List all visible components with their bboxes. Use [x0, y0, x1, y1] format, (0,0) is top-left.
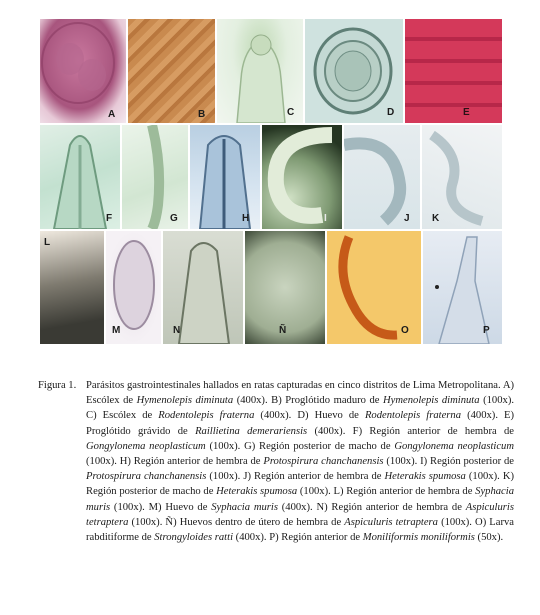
species-name: Heterakis spumosa: [216, 486, 298, 498]
species-name: Protospirura chanchanensis: [263, 456, 384, 468]
panel-letter: E: [463, 107, 470, 118]
micrograph-j: [344, 125, 420, 229]
species-name: Aspiculuris tetraptera: [344, 516, 438, 528]
species-name: Hymenolepis diminuta: [136, 395, 234, 407]
caption-segment: (100x). Ñ) Huevos dentro de útero de hembra de: [128, 516, 345, 528]
species-name: Moniliformis moniliformis: [362, 532, 475, 544]
caption-segment: (400x). N) Región anterior de hembra de: [277, 501, 466, 513]
figure-label: Figura 1.: [38, 380, 77, 391]
species-name: Raillietina demerariensis: [195, 425, 308, 437]
caption-segment: (100x). C) Escólex de: [86, 395, 515, 422]
panel-letter: M: [112, 325, 121, 336]
caption-segment: (400x). F) Región anterior de hembra de: [307, 425, 514, 437]
nematode-image: [262, 125, 342, 229]
micrograph-f: [40, 125, 120, 229]
caption-segment: Parásitos gastrointestinales hallados en ratas capturadas en cinco distritos de Lima Metropolitana. A) Escólex de: [86, 380, 514, 407]
nematode-image: [190, 125, 260, 229]
panel-letter: Ñ: [279, 325, 287, 336]
micrograph-a: [40, 19, 126, 123]
caption-text: [86, 378, 514, 545]
caption-segment: (100x). H) Región anterior de hembra de: [86, 456, 264, 468]
panel-letter: A: [108, 109, 116, 120]
caption-segment: (400x). B) Proglótido maduro de: [233, 395, 384, 407]
caption-segment: (100x). L) Región anterior de hembra de: [297, 486, 476, 498]
micrograph-b: [128, 19, 215, 123]
caption-segment: (100x). O) Larva rabditiforme de: [86, 516, 515, 544]
micrograph-c: [217, 19, 303, 123]
panel-letter: K: [432, 213, 440, 224]
proboscis-image: [423, 231, 502, 344]
caption-segment: (100x). I) Región posterior de: [383, 456, 515, 468]
species-name: Rodentolepis fraterna: [364, 410, 462, 422]
panel-letter: D: [387, 107, 395, 118]
micrograph-d: [305, 19, 403, 123]
micrograph-k: [422, 125, 502, 229]
species-name: Gongylonema neoplasticum: [394, 440, 514, 452]
species-name: Hymenolepis diminuta: [383, 395, 480, 407]
species-name: Gongylonema neoplasticum: [86, 440, 206, 452]
panel-letter: L: [44, 237, 51, 248]
micrograph-l: [40, 231, 104, 344]
panel-letter: C: [287, 107, 295, 118]
caption-segment: (400x). P) Región anterior de: [233, 532, 363, 544]
caption-segment: (100x). J) Región anterior de hembra de: [206, 471, 385, 483]
micrograph-i: [262, 125, 342, 229]
micrograph-h: [190, 125, 260, 229]
species-name: Heterakis spumosa: [384, 471, 466, 483]
panel-letter: H: [242, 213, 250, 224]
species-name: Aspiculuris tetraptera: [86, 501, 514, 528]
panel-letter: J: [404, 213, 410, 224]
species-name: Protospirura chanchanensis: [86, 471, 207, 483]
species-name: Strongyloides ratti: [154, 532, 234, 544]
micrograph-n: [163, 231, 243, 344]
caption-segment: (400x). E) Proglótido grávido de: [86, 410, 515, 437]
micrograph-o: [327, 231, 421, 344]
micrograph-g: [122, 125, 188, 229]
panel-letter: B: [198, 109, 206, 120]
micrograph-e: [405, 19, 502, 123]
caption-segment: (400x). D) Huevo de: [254, 410, 365, 422]
species-name: Rodentolepis fraterna: [158, 410, 255, 422]
panel-letter: G: [170, 213, 178, 224]
nematode-image: [122, 125, 188, 229]
panel-letter: O: [401, 325, 409, 336]
caption-segment: (50x).: [474, 532, 504, 544]
caption-segment: (100x). M) Huevo de: [110, 501, 212, 513]
caption-segment: (100x). K) Región posterior de macho de: [86, 471, 514, 498]
micrograph-p: [423, 231, 502, 344]
figure-caption: [38, 378, 514, 545]
panel-letter: N: [173, 325, 181, 336]
species-name: Syphacia muris: [211, 501, 278, 513]
micrograph-nn: [245, 231, 325, 344]
species-name: Syphacia muris: [86, 486, 514, 513]
panel-letter: I: [324, 213, 327, 224]
panel-letter: P: [483, 325, 490, 336]
panel-letter: F: [106, 213, 113, 224]
micrograph-m: [106, 231, 161, 344]
scolex-image: [40, 19, 126, 123]
caption-segment: (100x). G) Región posterior de macho de: [205, 440, 395, 452]
